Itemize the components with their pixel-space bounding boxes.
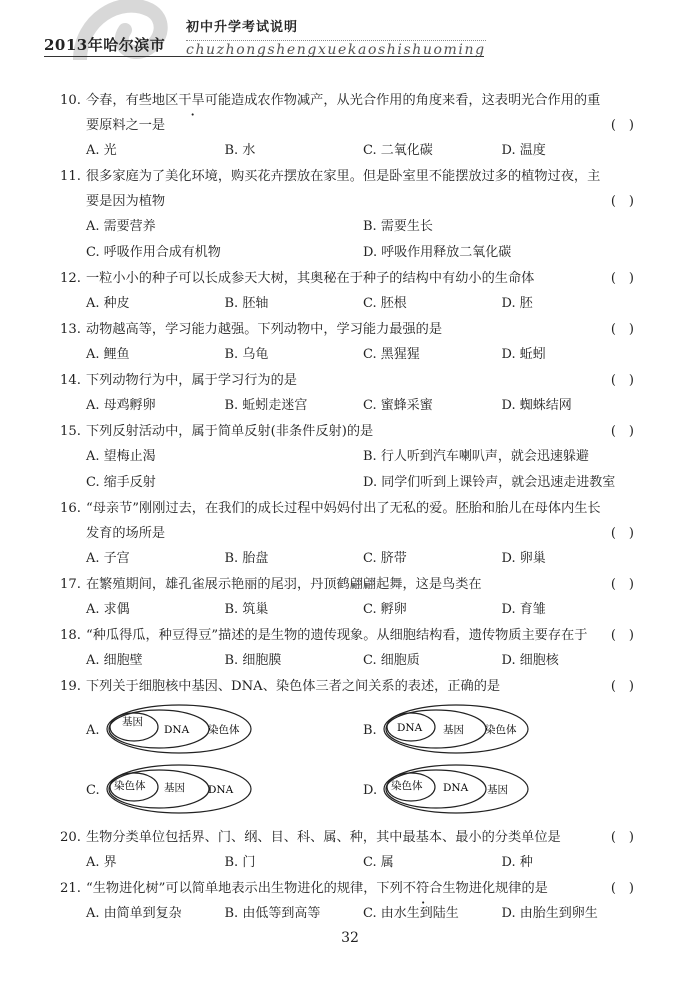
question-18: [60, 623, 640, 648]
venn-options-row: [60, 759, 640, 819]
venn-label-inner: DNA: [397, 722, 423, 734]
question-stem: 动物越高等，学习能力越强。下列动物中，学习能力最强的是: [86, 322, 443, 337]
venn-label-outer: 基因: [487, 784, 508, 796]
question-19: [60, 674, 640, 699]
option-a: A. 种皮: [86, 296, 130, 311]
options-row: [60, 648, 640, 674]
venn-label-inner: 基因: [122, 716, 143, 728]
option-a: A. 望梅止渴: [86, 449, 156, 464]
venn-label-inner: 染色体: [114, 780, 146, 792]
stem-part: “生物进化树”可以简单地表示出生物进化的规律，下列: [86, 881, 403, 896]
option-d: D. 蚯蚓: [501, 347, 546, 362]
option-c: C. 细胞质: [363, 653, 420, 668]
option-letter: A.: [86, 723, 100, 738]
header-title: 初中升学考试说明: [186, 20, 299, 35]
option-b: B. 门: [224, 855, 256, 870]
option-b: B. 需要生长: [363, 219, 433, 234]
question-13: [60, 317, 640, 342]
question-21: [60, 876, 640, 901]
question-stem: 生物分类单位包括界、门、纲、目、科、属、种，其中最基本、最小的分类单位是: [86, 830, 561, 845]
option-c: C. 脐带: [363, 551, 407, 566]
option-c: C. 黑猩猩: [363, 347, 420, 362]
option-d: D. 种: [501, 855, 533, 870]
answer-blank: ( ): [610, 881, 634, 896]
stem-part: 生物进化规律的是: [442, 881, 548, 896]
option-a: A. 鲤鱼: [86, 347, 130, 362]
question-number: 20.: [60, 830, 81, 845]
option-d: D. 细胞核: [501, 653, 559, 668]
question-number: 14.: [60, 373, 81, 388]
question-number: 15.: [60, 424, 81, 439]
page-header: [0, 0, 700, 80]
option-c: C. 胚根: [363, 296, 407, 311]
option-b: B. 水: [224, 143, 256, 158]
option-d: D. 呼吸作用释放二氧化碳: [363, 245, 512, 260]
question-17: [60, 572, 640, 597]
question-10: [60, 88, 640, 138]
option-c: C. 属: [363, 855, 394, 870]
options-row: [60, 546, 640, 572]
venn-label-outer: 染色体: [485, 724, 517, 736]
options-row: [60, 138, 640, 164]
option-letter: C.: [86, 783, 100, 798]
venn-options-row: [60, 699, 640, 759]
question-11: [60, 164, 640, 214]
option-letter: D.: [363, 783, 378, 798]
option-d: D. 蜘蛛结网: [501, 398, 572, 413]
question-stem: 下列关于细胞核中基因、DNA、染色体三者之间关系的表述，正确的是: [86, 679, 501, 694]
option-d: D. 由胎生到卵生: [501, 906, 598, 921]
question-stem: 在繁殖期间，雄孔雀展示艳丽的尾羽，丹顶鹤翩翩起舞，这是鸟类在: [86, 577, 482, 592]
option-d: D. 育雏: [501, 602, 546, 617]
option-c: C. 孵卵: [363, 602, 407, 617]
answer-blank: ( ): [610, 628, 634, 643]
option-b: B. 行人听到汽车喇叭声，就会迅速躲避: [363, 449, 589, 464]
option-a: A. 由简单到复杂: [86, 906, 182, 921]
options-row: [60, 291, 640, 317]
option-a: A. 细胞壁: [86, 653, 143, 668]
question-stem: [60, 876, 640, 901]
question-number: 18.: [60, 628, 81, 643]
question-stem: 一粒小小的种子可以长成参天大树，其奥秘在于种子的结构中有幼小的生命体: [86, 271, 535, 286]
question-16: [60, 496, 640, 546]
option-c: C. 缩手反射: [86, 475, 156, 490]
option-a: A. 求偶: [86, 602, 130, 617]
option-a: A. 母鸡孵卵: [86, 398, 156, 413]
option-b: B. 蚯蚓走迷宫: [224, 398, 308, 413]
answer-blank: ( ): [610, 322, 634, 337]
option-b: B. 乌龟: [224, 347, 269, 362]
question-number: 16.: [60, 501, 81, 516]
question-stem: “种瓜得瓜，种豆得豆”描述的是生物的遗传现象。从细胞结构看，遗传物质主要存在于: [86, 628, 588, 643]
venn-diagram-b: [381, 699, 531, 755]
venn-label-outer: 染色体: [208, 724, 240, 736]
venn-label-middle: 基因: [443, 724, 464, 736]
question-stem: 很多家庭为了美化环境，购买花卉摆放在家里。但是卧室里不能摆放过多的植物过夜，主要是因为植物: [86, 169, 601, 209]
question-number: 11.: [60, 169, 81, 184]
question-list: [60, 88, 640, 927]
venn-diagram-c: [104, 759, 254, 815]
option-b: B. 胚轴: [224, 296, 269, 311]
answer-blank: ( ): [610, 118, 634, 133]
venn-label-middle: DNA: [164, 724, 190, 736]
stem-part: 可能造成农作物减产，从光合作用的角度来看，这表明光合作用的重要原料之一是: [86, 93, 601, 133]
question-15: [60, 419, 640, 444]
venn-option-c: [86, 759, 363, 819]
options-row: [60, 240, 640, 266]
emphasis-dotted-text: 干旱: [178, 93, 205, 108]
answer-blank: ( ): [610, 830, 634, 845]
options-row: [60, 342, 640, 368]
option-b: B. 细胞膜: [224, 653, 282, 668]
question-number: 21.: [60, 881, 81, 896]
header-divider: [186, 40, 486, 41]
option-b: B. 由低等到高等: [224, 906, 321, 921]
answer-blank: ( ): [610, 526, 634, 541]
option-c: C. 蜜蜂采蜜: [363, 398, 433, 413]
options-row: [60, 214, 640, 240]
options-row: [60, 470, 640, 496]
option-d: D. 同学们听到上课铃声，就会迅速走进教室: [363, 475, 616, 490]
option-d: D. 卵巢: [501, 551, 546, 566]
answer-blank: ( ): [610, 271, 634, 286]
question-number: 10.: [60, 93, 81, 108]
option-letter: B.: [363, 723, 377, 738]
question-20: [60, 825, 640, 850]
option-a: A. 光: [86, 143, 117, 158]
question-number: 19.: [60, 679, 81, 694]
stem-part: 今春，有些地区: [86, 93, 179, 108]
question-stem: [60, 88, 640, 138]
question-stem: 下列动物行为中，属于学习行为的是: [86, 373, 297, 388]
page-number: 32: [341, 930, 359, 946]
venn-label-inner: 染色体: [391, 780, 423, 792]
venn-label-middle: 基因: [164, 782, 185, 794]
question-number: 17.: [60, 577, 81, 592]
answer-blank: ( ): [610, 577, 634, 592]
answer-blank: ( ): [610, 424, 634, 439]
answer-blank: ( ): [610, 373, 634, 388]
header-underline: [44, 56, 484, 57]
question-12: [60, 266, 640, 291]
question-14: [60, 368, 640, 393]
option-d: D. 胚: [501, 296, 533, 311]
option-c: C. 由水生到陆生: [363, 906, 459, 921]
option-b: B. 筑巢: [224, 602, 269, 617]
option-d: D. 温度: [501, 143, 546, 158]
header-pinyin: chuzhongshengxuekaoshishuoming: [186, 42, 486, 58]
venn-diagram-a: [104, 699, 254, 755]
options-row: [60, 444, 640, 470]
question-number: 13.: [60, 322, 81, 337]
option-c: C. 二氧化碳: [363, 143, 433, 158]
answer-blank: ( ): [610, 194, 634, 209]
header-year-region: 2013年哈尔滨市: [44, 36, 166, 54]
venn-label-middle: DNA: [443, 782, 469, 794]
options-row: [60, 393, 640, 419]
question-number: 12.: [60, 271, 81, 286]
option-b: B. 胎盘: [224, 551, 269, 566]
venn-label-outer: DNA: [208, 784, 234, 796]
venn-option-a: [86, 699, 363, 759]
option-c: C. 呼吸作用合成有机物: [86, 245, 221, 260]
question-stem: 下列反射活动中，属于简单反射(非条件反射)的是: [86, 424, 374, 439]
options-row: [60, 901, 640, 927]
option-a: A. 界: [86, 855, 117, 870]
options-row: [60, 850, 640, 876]
venn-option-d: [363, 759, 640, 819]
option-a: A. 需要营养: [86, 219, 156, 234]
venn-diagram-d: [381, 759, 531, 815]
answer-blank: ( ): [610, 679, 634, 694]
venn-option-b: [363, 699, 640, 759]
option-a: A. 子宫: [86, 551, 130, 566]
emphasis-dotted-text: 不符合: [402, 881, 443, 896]
options-row: [60, 597, 640, 623]
question-stem: “母亲节”刚刚过去，在我们的成长过程中妈妈付出了无私的爱。胚胎和胎儿在母体内生长发育的场所是: [86, 501, 601, 541]
